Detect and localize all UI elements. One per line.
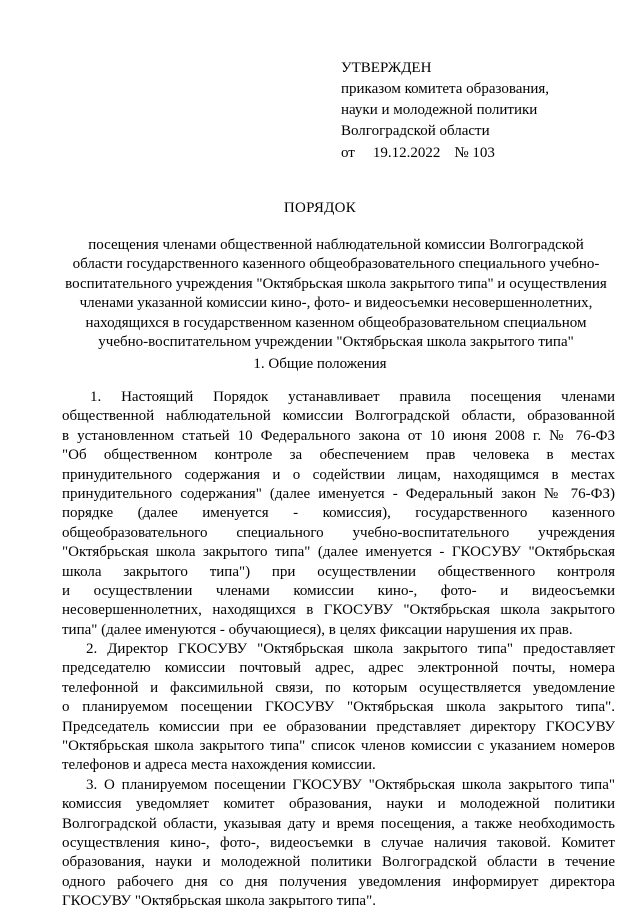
order-reference <box>341 145 495 162</box>
document-title: ПОРЯДОК <box>283 200 357 216</box>
paragraph-line: телефонной и факсимильной связи, по которым осуществляется уведомление <box>62 679 615 696</box>
paragraph-line: 2. Директор ГКОСУВУ "Октябрьская школа закрытого типа" предоставляет <box>86 641 615 658</box>
paragraph-line: школа закрытого типа") при осуществлении общественного контроля <box>62 563 615 580</box>
order-number: № 103 <box>454 145 495 161</box>
paragraph-line: осуществления кино-, фото-, видеосъемки в случае наличия таковой. Комитет <box>62 834 615 851</box>
document-subtitle <box>56 236 616 352</box>
paragraph-line: принудительного содержания" (далее именуется - Федеральный закон № 76-ФЗ) <box>62 485 615 502</box>
paragraph-line: общеобразовательного специального учебно-воспитательного учреждения <box>62 524 615 541</box>
paragraph-line: порядке (далее именуется - комиссия), государственного казенного <box>62 505 615 522</box>
paragraph-line: председателю комиссии почтовый адрес, адрес электронной почты, номера <box>62 660 615 677</box>
paragraph-line: телефонов и адреса места нахождения комиссии. <box>62 757 376 774</box>
paragraph-line: одного рабочего дня со дня получения уведомления информирует директора <box>62 873 615 890</box>
paragraph-line: 1. Настоящий Порядок устанавливает правила посещения членами <box>90 389 615 405</box>
paragraph-line: "Октябрьская школа закрытого типа" (далее именуется - ГКОСУВУ "Октябрьская <box>62 544 615 561</box>
paragraph-line: о планируемом посещении ГКОСУВУ "Октябрьская школа закрытого типа". <box>62 699 615 716</box>
subtitle-line: воспитательного учреждения "Октябрьская школа закрытого типа" и осуществления <box>65 275 607 292</box>
subtitle-line: посещения членами общественной наблюдательной комиссии Волгоградской <box>88 237 584 253</box>
subtitle-line: находящихся в государственном казенном общеобразовательном специальном <box>85 314 587 331</box>
paragraph-line: комиссия уведомляет комитет образования, науки и молодежной политики <box>62 796 615 813</box>
paragraph-line: "Октябрьская школа закрытого типа" список членов комиссии с указанием номеров <box>62 738 615 755</box>
paragraph-line: образования, науки и молодежной политики Волгоградской области в течение <box>62 854 615 871</box>
paragraph-line: и осуществлении членами комиссии кино-, фото- и видеосъемки <box>62 582 615 599</box>
paragraph-line: "Об общественном контроле за обеспечением прав человека в местах <box>62 447 615 464</box>
paragraph-line: в установленном статьей 10 Федерального закона от 10 июня 2008 г. № 76-ФЗ <box>62 427 615 444</box>
document-body <box>62 388 615 912</box>
section-heading: 1. Общие положения <box>253 356 387 372</box>
subtitle-line: учебно-воспитательном учреждении "Октябрьская школа закрытого типа" <box>98 334 574 351</box>
approval-line: Волгоградской области <box>341 123 490 139</box>
order-from-label: от <box>341 145 355 161</box>
paragraph-line: принудительного содержания и о содействии лицам, находящимся в местах <box>62 466 615 483</box>
paragraph-line: Волгоградской области, указывая дату и время посещения, а также необходимость <box>62 815 615 832</box>
paragraph-line: Председатель комиссии при ее образовании представляет директору ГКОСУВУ <box>62 718 615 735</box>
paragraph-line: общественной наблюдательной комиссии Волгоградской области, образованной <box>62 408 615 425</box>
paragraph-line: 3. О планируемом посещении ГКОСУВУ "Октябрьская школа закрытого типа" <box>86 776 615 793</box>
paragraph-line: несовершеннолетних, находящихся в ГКОСУВУ "Октябрьская школа закрытого <box>62 602 615 619</box>
approval-line: приказом комитета образования, <box>341 81 550 97</box>
subtitle-line: области государственного казенного общеобразовательного специального учебно- <box>72 256 600 273</box>
approval-heading: УТВЕРЖДЕН <box>341 60 432 76</box>
subtitle-line: членами указанной комиссии кино-, фото- и видеосъемки несовершеннолетних, <box>79 295 593 312</box>
approval-block <box>341 58 549 142</box>
paragraph-line: типа" (далее именуются - обучающиеся), в целях фиксации нарушения их прав. <box>62 621 573 638</box>
order-date: 19.12.2022 <box>372 145 441 161</box>
paragraph-line: ГКОСУВУ "Октябрьская школа закрытого типа". <box>62 893 376 910</box>
approval-line: науки и молодежной политики <box>341 102 538 118</box>
